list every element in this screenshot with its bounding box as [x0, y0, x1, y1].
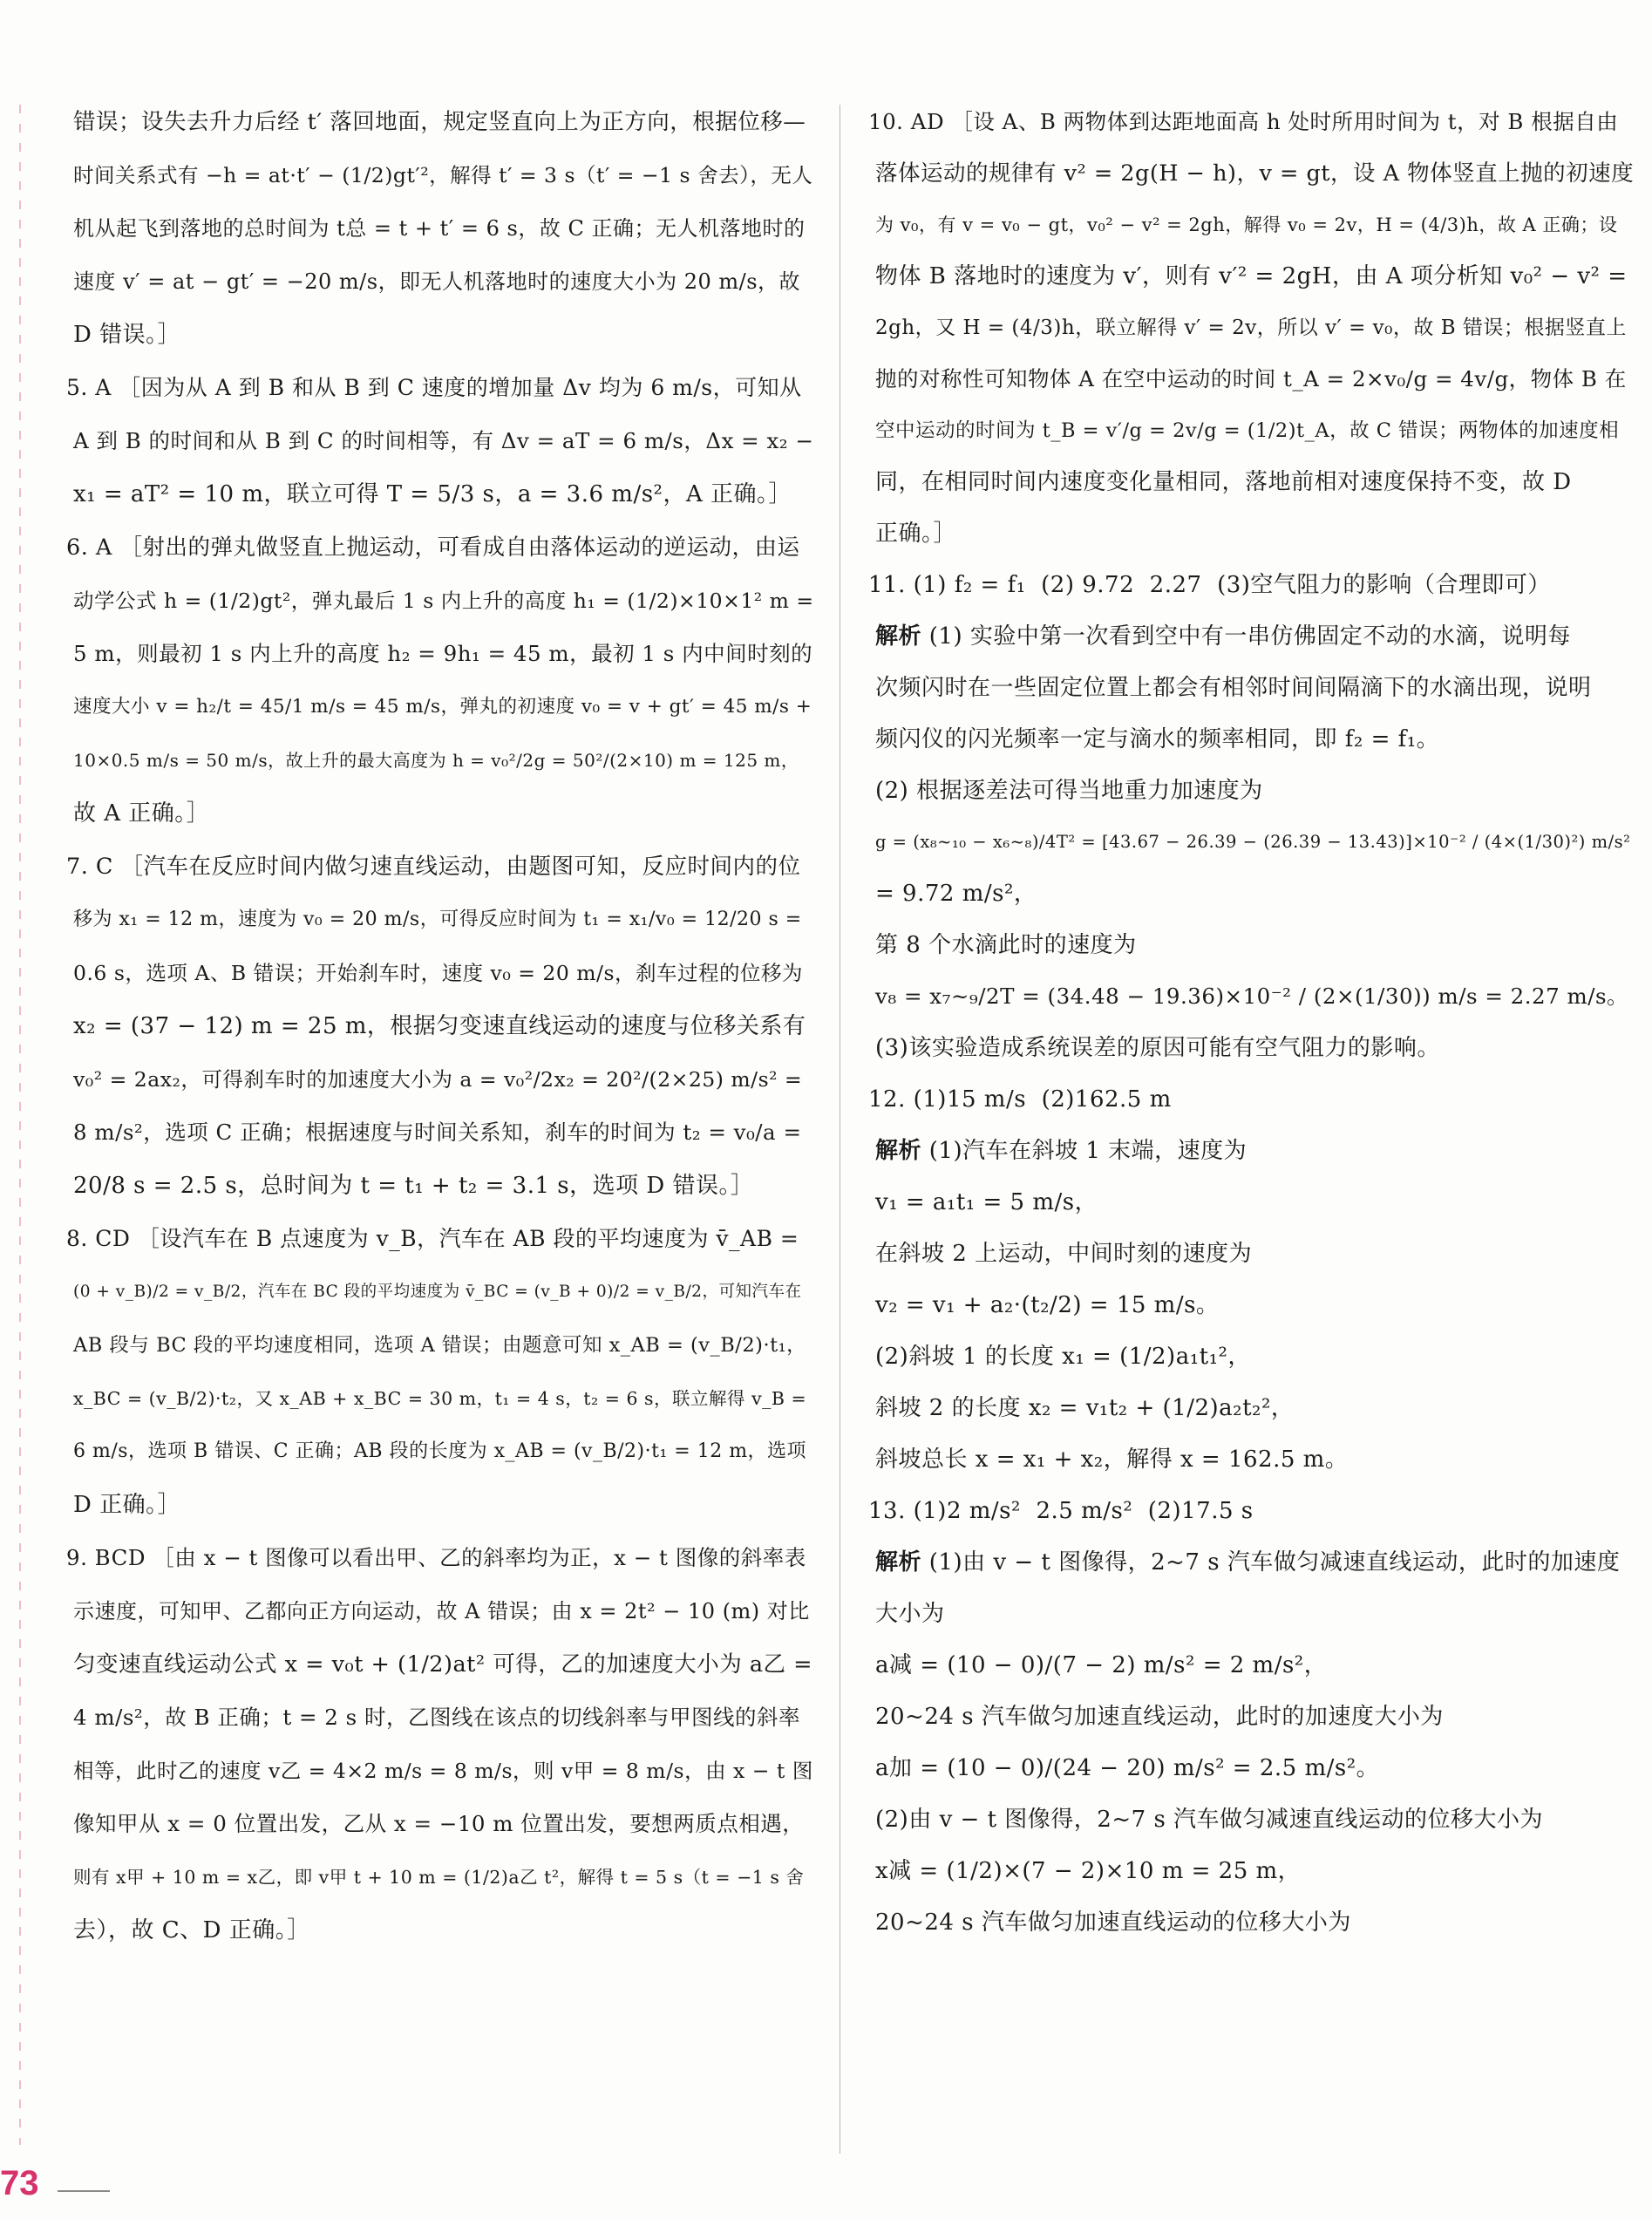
- line-text: 落体运动的规律有 v² = 2g(H − h)，v = gt，设 A 物体竖直上抛的初速度: [875, 160, 1635, 187]
- answer-text-line: [73, 1753, 813, 1788]
- answer-text-line: [73, 1700, 807, 1735]
- line-text: 为 v₀，有 v = v₀ − gt，v₀² − v² = 2gh，解得 v₀ = 2v，H = (4/3)h，故 A 正确；设: [875, 214, 1618, 235]
- answer-text-line: [73, 1168, 807, 1203]
- line-text: (1)由 v − t 图像得，2~7 s 汽车做匀减速直线运动，此时的加速度: [921, 1549, 1621, 1576]
- line-text: 空中运动的时间为 t_B = v′/g = 2v/g = (1/2)t_A，故 C 错误；两物体的加速度相: [875, 419, 1620, 442]
- answer-text-line: [73, 317, 807, 352]
- answer-text-line: [73, 956, 807, 990]
- page-number-rule: [58, 2190, 110, 2192]
- answer-text-line: [73, 1115, 807, 1150]
- left-margin-dashes: [19, 105, 21, 2145]
- answer-text-line: [875, 1545, 1627, 1580]
- answer-text-line: [875, 259, 1627, 294]
- answer-item-line: [66, 1222, 807, 1256]
- answer-text-line: [875, 465, 1627, 500]
- line-text: a加 = (10 − 0)/(24 − 20) m/s² = 2.5 m/s²。: [875, 1755, 1380, 1781]
- line-text: 速度大小 v = h₂/t = 45/1 m/s = 45 m/s，弹丸的初速度 v₀ = v + gt′ = 45 m/s +: [73, 696, 812, 718]
- answer-text-line: [875, 1236, 1627, 1271]
- line-text: 斜坡总长 x = x₁ + x₂，解得 x = 162.5 m。: [875, 1446, 1349, 1473]
- answer-item-line: [868, 1494, 1627, 1528]
- answer-text-line: [875, 362, 1627, 397]
- answer-text-line: [875, 1854, 1627, 1889]
- answer-text-line: [875, 1442, 1627, 1477]
- answer-text-line: [875, 413, 1627, 448]
- answer-text-line: [875, 310, 1627, 345]
- answer-item-line: [66, 849, 807, 884]
- answer-text-line: [73, 636, 813, 671]
- answer-item-line: [868, 105, 1627, 140]
- line-text: AB 段与 BC 段的平均速度相同，选项 A 错误；由题意可知 x_AB = (v_B/2)·t₁，: [73, 1334, 807, 1357]
- answer-text-line: [875, 979, 1627, 1014]
- line-text: v₁ = a₁t₁ = 5 m/s，: [875, 1189, 1098, 1215]
- answer-text-line: [875, 876, 1627, 911]
- line-text: 10×0.5 m/s = 50 m/s，故上升的最大高度为 h = v₀²/2g = 50²/(2×10) m = 125 m，: [73, 750, 799, 771]
- line-text: 6. A ［射出的弹丸做竖直上抛运动，可看成自由落体运动的逆运动，由运: [66, 534, 800, 561]
- line-text: 动学公式 h = (1/2)gt²，弹丸最后 1 s 内上升的高度 h₁ = (1/2)×10×1² m =: [73, 589, 814, 613]
- line-text: 5. A ［因为从 A 到 B 和从 B 到 C 速度的增加量 Δv 均为 6 m/s，可知从: [66, 375, 802, 400]
- left-column: [66, 105, 814, 2149]
- line-text: 在斜坡 2 上运动，中间时刻的速度为: [875, 1241, 1253, 1267]
- answer-text-line: [73, 1807, 807, 1841]
- line-text: 则有 x甲 + 10 m = x乙，即 v甲 t + 10 m = (1/2)a乙 t²，解得 t = 5 s（t = −1 s 舍: [73, 1867, 805, 1888]
- line-text: 8. CD ［设汽车在 B 点速度为 v_B，汽车在 AB 段的平均速度为 v̄_AB =: [66, 1226, 799, 1251]
- line-text: (2)斜坡 1 的长度 x₁ = (1/2)a₁t₁²，: [875, 1344, 1251, 1370]
- line-text: 次频闪时在一些固定位置上都会有相邻时间间隔滴下的水滴出现，说明: [875, 675, 1592, 701]
- answer-text-line: [73, 1434, 807, 1469]
- line-text: a减 = (10 − 0)/(7 − 2) m/s² = 2 m/s²，: [875, 1652, 1328, 1678]
- answer-text-line: [875, 208, 1627, 242]
- answer-text-line: [73, 1913, 807, 1948]
- answer-text-line: [73, 1594, 810, 1629]
- line-text: D 错误。］: [73, 322, 181, 348]
- line-text: 20~24 s 汽车做匀加速直线运动，此时的加速度大小为: [875, 1704, 1444, 1730]
- line-text: 示速度，可知甲、乙都向正方向运动，故 A 错误；由 x = 2t² − 10 (m) 对比: [73, 1599, 810, 1623]
- answer-text-line: [875, 1185, 1627, 1220]
- line-text: g = (x₈~₁₀ − x₆~₈)/4T² = [43.67 − 26.39 − (26.39 − 13.43)]×10⁻² / (4×(1/30)²) m/s²: [875, 832, 1631, 852]
- answer-text-line: [875, 928, 1627, 963]
- answer-text-line: [875, 773, 1627, 808]
- line-text: 20~24 s 汽车做匀加速直线运动的位移大小为: [875, 1909, 1351, 1936]
- line-text: 9. BCD ［由 x − t 图像可以看出甲、乙的斜率均为正，x − t 图像的斜率表: [66, 1545, 806, 1570]
- answer-text-line: [875, 670, 1627, 705]
- line-text: 斜坡 2 的长度 x₂ = v₁t₂ + (1/2)a₂t₂²，: [875, 1395, 1295, 1421]
- answer-text-line: [73, 211, 807, 246]
- line-text: (0 + v_B)/2 = v_B/2，汽车在 BC 段的平均速度为 v̄_BC = (v_B + 0)/2 = v_B/2，可知汽车在: [73, 1283, 802, 1301]
- line-text: 像知甲从 x = 0 位置出发，乙从 x = −10 m 位置出发，要想两质点相遇，: [73, 1811, 805, 1836]
- line-text: 时间关系式有 −h = at·t′ − (1/2)gt′²，解得 t′ = 3 s（t′ = −1 s 舍去），无人: [73, 163, 813, 187]
- answer-text-line: [875, 516, 1627, 551]
- analysis-label: 解析: [875, 1549, 922, 1576]
- answer-text-line: [73, 1009, 807, 1044]
- answer-text-line: [875, 1031, 1627, 1065]
- line-text: x₂ = (37 − 12) m = 25 m，根据匀变速直线运动的速度与位移关系有: [73, 1013, 806, 1039]
- line-text: 8 m/s²，选项 C 正确；根据速度与时间关系知，刹车的时间为 t₂ = v₀/a =: [73, 1120, 802, 1145]
- line-text: 机从起飞到落地的总时间为 t总 = t + t′ = 6 s，故 C 正确；无人机落地时的: [73, 216, 806, 241]
- answer-text-line: [73, 1062, 807, 1097]
- answer-text-line: [875, 1391, 1627, 1426]
- line-text: 0.6 s，选项 A、B 错误；开始刹车时，速度 v₀ = 20 m/s，刹车过程的位移为: [73, 961, 804, 985]
- answer-text-line: [73, 264, 807, 299]
- line-text: (3)该实验造成系统误差的原因可能有空气阻力的影响。: [875, 1035, 1440, 1061]
- line-text: 抛的对称性可知物体 A 在空中运动的时间 t_A = 2×v₀/g = 4v/g，物体 B 在: [875, 366, 1627, 391]
- line-text: 相等，此时乙的速度 v乙 = 4×2 m/s = 8 m/s，则 v甲 = 8 m/s，由 x − t 图: [73, 1759, 813, 1783]
- answer-text-line: [875, 1648, 1627, 1683]
- line-text: = 9.72 m/s²，: [875, 881, 1037, 907]
- line-text: (2) 根据逐差法可得当地重力加速度为: [875, 778, 1263, 804]
- line-text: 去），故 C、D 正确。］: [73, 1917, 310, 1943]
- answer-text-line: [73, 105, 807, 140]
- answer-item-line: [66, 1541, 807, 1576]
- line-text: 12. (1)15 m/s (2)162.5 m: [868, 1086, 1172, 1113]
- line-text: v₂ = v₁ + a₂·(t₂/2) = 15 m/s。: [875, 1292, 1220, 1318]
- line-text: 正确。］: [875, 521, 957, 547]
- page-number: 73: [0, 2164, 39, 2202]
- answer-text-line: [73, 902, 807, 937]
- answer-text-line: [73, 743, 807, 778]
- line-text: 匀变速直线运动公式 x = v₀t + (1/2)at² 可得，乙的加速度大小为 a乙 =: [73, 1651, 813, 1678]
- line-text: 6 m/s，选项 B 错误、C 正确；AB 段的长度为 x_AB = (v_B/2)·t₁ = 12 m，选项: [73, 1440, 807, 1462]
- answer-text-line: [73, 583, 814, 618]
- line-text: 频闪仪的闪光频率一定与滴水的频率相同，即 f₂ = f₁。: [875, 726, 1440, 752]
- line-text: x_BC = (v_B/2)·t₂，又 x_AB + x_BC = 30 m，t₁ = 4 s，t₂ = 6 s，联立解得 v_B =: [73, 1388, 807, 1409]
- line-text: 移为 x₁ = 12 m，速度为 v₀ = 20 m/s，可得反应时间为 t₁ = x₁/v₀ = 12/20 s =: [73, 909, 802, 930]
- line-text: v₀² = 2ax₂，可得刹车时的加速度大小为 a = v₀²/2x₂ = 20²/(2×25) m/s² =: [73, 1067, 803, 1092]
- answer-text-line: [73, 158, 813, 193]
- answer-text-line: [73, 690, 812, 725]
- line-text: 大小为: [875, 1601, 945, 1627]
- answer-text-line: [875, 1339, 1627, 1374]
- right-column: [868, 105, 1635, 2149]
- line-text: 11. (1) f₂ = f₁ (2) 9.72 2.27 (3)空气阻力的影响（合理即可）: [868, 572, 1551, 598]
- answer-text-line: [73, 424, 814, 459]
- answer-text-line: [875, 825, 1631, 860]
- answer-text-line: [875, 156, 1635, 191]
- answer-text-line: [73, 1381, 807, 1416]
- answer-item-line: [868, 568, 1627, 602]
- line-text: x₁ = aT² = 10 m，联立可得 T = 5/3 s，a = 3.6 m/s²，A 正确。］: [73, 481, 792, 507]
- line-text: D 正确。］: [73, 1492, 181, 1518]
- answer-text-line: [73, 1275, 807, 1310]
- answer-item-line: [66, 371, 807, 405]
- answer-text-line: [875, 1596, 1627, 1631]
- line-text: 7. C ［汽车在反应时间内做匀速直线运动，由题图可知，反应时间内的位: [66, 854, 801, 880]
- answer-text-line: [875, 619, 1627, 654]
- line-text: (1)汽车在斜坡 1 末端，速度为: [921, 1138, 1247, 1164]
- line-text: 同，在相同时间内速度变化量相同，落地前相对速度保持不变，故 D: [875, 469, 1572, 495]
- answer-text-line: [73, 1487, 807, 1522]
- line-text: 5 m，则最初 1 s 内上升的高度 h₂ = 9h₁ = 45 m，最初 1 s 内中间时刻的: [73, 641, 813, 666]
- answer-text-line: [875, 1905, 1627, 1940]
- line-text: 10. AD ［设 A、B 两物体到达距地面高 h 处时所用时间为 t，对 B 根据自由: [868, 109, 1619, 134]
- answer-text-line: [875, 722, 1627, 757]
- answer-text-line: [875, 1133, 1627, 1168]
- line-text: 4 m/s²，故 B 正确；t = 2 s 时，乙图线在该点的切线斜率与甲图线的斜率: [73, 1705, 801, 1730]
- line-text: 第 8 个水滴此时的速度为: [875, 932, 1137, 958]
- line-text: 13. (1)2 m/s² 2.5 m/s² (2)17.5 s: [868, 1498, 1254, 1524]
- answer-text-line: [875, 1288, 1627, 1323]
- answer-item-line: [66, 530, 807, 565]
- answer-item-line: [868, 1082, 1627, 1117]
- answer-text-line: [73, 477, 807, 512]
- analysis-label: 解析: [875, 623, 922, 650]
- line-text: x减 = (1/2)×(7 − 2)×10 m = 25 m，: [875, 1858, 1302, 1884]
- line-text: v₈ = x₇~₉/2T = (34.48 − 19.36)×10⁻² / (2×(1/30)) m/s = 2.27 m/s。: [875, 984, 1629, 1009]
- answer-text-line: [73, 1647, 813, 1682]
- answer-text-line: [875, 1751, 1627, 1786]
- line-text: A 到 B 的时间和从 B 到 C 的时间相等，有 Δv = aT = 6 m/s，Δx = x₂ −: [73, 428, 814, 453]
- line-text: 20/8 s = 2.5 s，总时间为 t = t₁ + t₂ = 3.1 s，选项 D 错误。］: [73, 1173, 754, 1199]
- answer-text-line: [73, 796, 807, 831]
- line-text: 速度 v′ = at − gt′ = −20 m/s，即无人机落地时的速度大小为 20 m/s，故: [73, 269, 801, 294]
- line-text: 错误；设失去升力后经 t′ 落回地面，规定竖直向上为正方向，根据位移—: [73, 109, 806, 135]
- line-text: (1) 实验中第一次看到空中有一串仿佛固定不动的水滴，说明每: [921, 623, 1571, 650]
- analysis-label: 解析: [875, 1138, 922, 1164]
- line-text: (2)由 v − t 图像得，2~7 s 汽车做匀减速直线运动的位移大小为: [875, 1807, 1544, 1833]
- answer-text-line: [73, 1860, 807, 1895]
- answer-text-line: [875, 1699, 1627, 1734]
- line-text: 故 A 正确。］: [73, 800, 210, 827]
- line-text: 2gh，又 H = (4/3)h，联立解得 v′ = 2v，所以 v′ = v₀，故 B 错误；根据竖直上: [875, 317, 1627, 339]
- answer-text-line: [73, 1328, 807, 1363]
- answer-text-line: [875, 1802, 1627, 1837]
- line-text: 物体 B 落地时的速度为 v′，则有 v′² = 2gH，由 A 项分析知 v₀² − v² =: [875, 263, 1628, 289]
